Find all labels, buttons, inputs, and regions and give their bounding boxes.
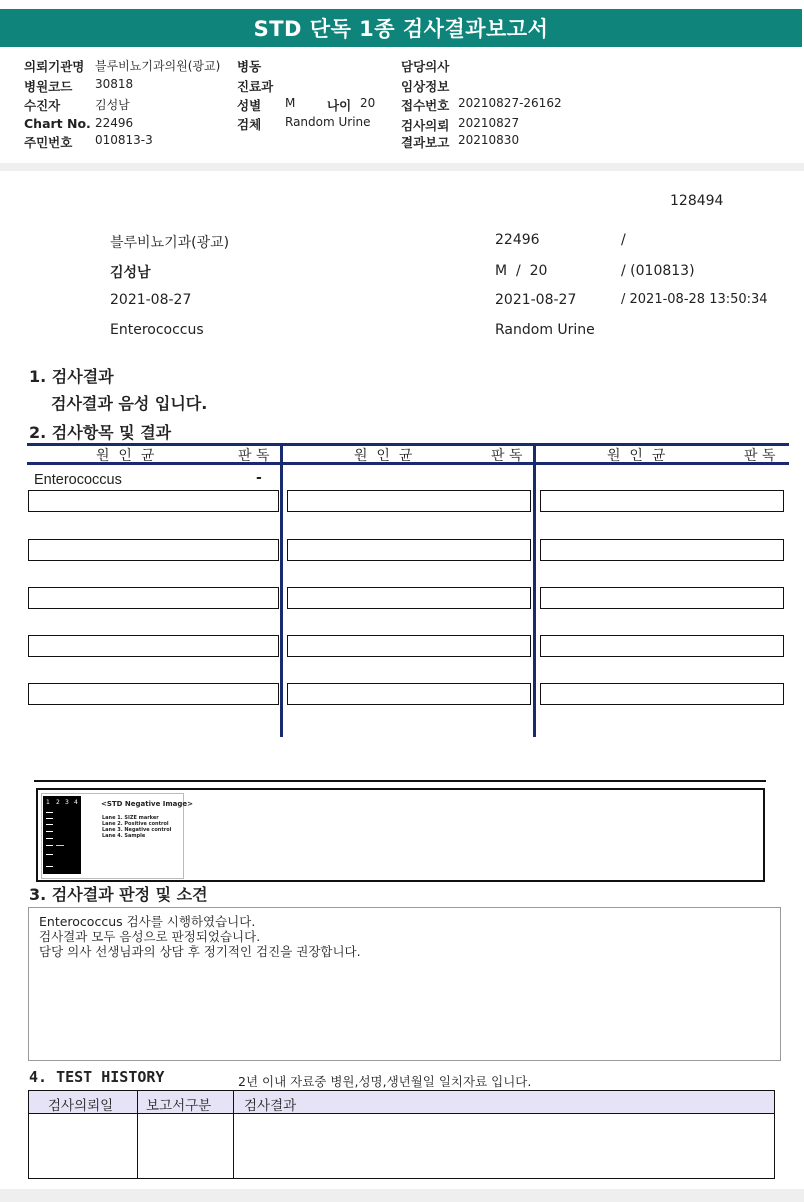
- report-number: 128494: [670, 193, 724, 209]
- result-box: [540, 539, 784, 561]
- summary-datetime: / 2021-08-28 13:50:34: [621, 292, 768, 307]
- institution-value: 블루비뇨기과의원(광교): [95, 59, 221, 73]
- sex-value: M: [285, 96, 296, 110]
- result-box: [28, 635, 279, 657]
- summary-date1: 2021-08-27: [110, 292, 192, 308]
- col-judgement-1: 판 독: [238, 448, 270, 464]
- result-box: [28, 490, 279, 512]
- marker-band: [46, 854, 53, 855]
- col-pathogen-2: 원 인 균: [354, 448, 413, 464]
- specimen-value: Random Urine: [285, 115, 371, 129]
- item-result: -: [256, 470, 262, 486]
- col-judgement-3: 판 독: [744, 448, 776, 464]
- result-box: [28, 683, 279, 705]
- gel-legend-lane2: Lane 2. Positive control: [102, 821, 169, 827]
- table-divider-2: [533, 443, 536, 737]
- marker-band: [46, 845, 53, 846]
- result-box: [287, 587, 531, 609]
- summary-sex-age: M / 20: [495, 263, 548, 279]
- section1-result: 검사결과 음성 입니다.: [51, 394, 208, 413]
- summary-dob: / (010813): [621, 263, 695, 279]
- opinion-line-2: 검사결과 모두 음성으로 판정되었습니다.: [39, 929, 261, 944]
- institution-label: 의뢰기관명: [24, 59, 85, 74]
- result-box: [540, 635, 784, 657]
- marker-band: [46, 831, 53, 832]
- result-box: [540, 683, 784, 705]
- section1-heading: 1. 검사결과: [29, 367, 114, 386]
- report-title: STD 단독 1종 검사결과보고서: [0, 9, 802, 47]
- opinion-line-1: Enterococcus 검사를 시행하였습니다.: [39, 914, 256, 929]
- patient-value: 김성남: [95, 98, 130, 112]
- gel-title: <STD Negative Image>: [101, 800, 194, 808]
- history-note: 2년 이내 자료중 병원,성명,생년월일 일치자료 입니다.: [238, 1074, 532, 1089]
- marker-band: [46, 812, 53, 813]
- history-col-result: 검사결과: [244, 1098, 297, 1114]
- clinical-info-label: 임상정보: [401, 79, 450, 94]
- col-pathogen-3: 원 인 균: [607, 448, 666, 464]
- history-col-report-type: 보고서구분: [146, 1098, 212, 1114]
- receipt-value: 20210827-26162: [458, 96, 562, 110]
- section4-heading: 4. TEST HISTORY: [29, 1068, 165, 1086]
- hospital-code-value: 30818: [95, 77, 134, 91]
- lane-3-label: 3: [65, 799, 69, 806]
- result-box: [287, 539, 531, 561]
- summary-chart: 22496: [495, 232, 540, 248]
- result-box: [287, 490, 531, 512]
- department-label: 진료과: [237, 79, 274, 94]
- lane-2-label: 2: [56, 799, 60, 806]
- gel-image: [43, 796, 81, 874]
- gel-legend-lane4: Lane 4. Sample: [102, 833, 146, 839]
- id-label: 주민번호: [24, 135, 73, 150]
- specimen-label: 검체: [237, 117, 262, 132]
- report-value: 20210830: [458, 133, 520, 147]
- opinion-line-3: 담당 의사 선생님과의 상담 후 정기적인 검진을 권장합니다.: [39, 944, 361, 959]
- gel-legend-lane1: Lane 1. SIZE marker: [102, 815, 159, 821]
- marker-band: [46, 838, 53, 839]
- result-box: [540, 587, 784, 609]
- chart-value: 22496: [95, 116, 134, 130]
- positive-control-band: [56, 845, 64, 846]
- sex-label: 성별: [237, 98, 262, 113]
- col-pathogen-1: 원 인 균: [96, 448, 155, 464]
- doctor-label: 담당의사: [401, 59, 450, 74]
- result-box: [540, 490, 784, 512]
- result-box: [287, 683, 531, 705]
- summary-name: 김성남: [110, 265, 151, 281]
- history-col-divider: [137, 1091, 138, 1178]
- result-box: [287, 635, 531, 657]
- summary-slash: /: [621, 232, 626, 248]
- result-box: [28, 539, 279, 561]
- history-header-row: [29, 1091, 774, 1114]
- col-judgement-2: 판 독: [491, 448, 523, 464]
- summary-clinic: 블루비뇨기과(광교): [110, 235, 230, 251]
- patient-label: 수진자: [24, 98, 61, 113]
- receipt-label: 접수번호: [401, 98, 450, 113]
- summary-specimen: Random Urine: [495, 322, 595, 338]
- ward-label: 병동: [237, 59, 262, 74]
- section3-heading: 3. 검사결과 판정 및 소견: [29, 885, 208, 904]
- age-value: 20: [360, 96, 376, 110]
- summary-test: Enterococcus: [110, 322, 204, 338]
- request-value: 20210827: [458, 116, 520, 130]
- section2-heading: 2. 검사항목 및 결과: [29, 423, 172, 442]
- request-label: 검사의뢰: [401, 118, 450, 133]
- marker-band: [46, 818, 53, 819]
- lane-4-label: 4: [74, 799, 78, 806]
- gel-top-rule: [34, 780, 766, 782]
- id-value: 010813-3: [95, 133, 153, 147]
- history-table: [28, 1090, 775, 1179]
- chart-label: Chart No.: [24, 116, 91, 131]
- opinion-box: [28, 907, 781, 1061]
- divider-band: [0, 163, 804, 171]
- result-box: [28, 587, 279, 609]
- lane-1-label: 1: [46, 799, 50, 806]
- age-label: 나이: [327, 98, 352, 113]
- footer-band: [0, 1189, 804, 1202]
- table-divider-1: [280, 443, 283, 737]
- hospital-code-label: 병원코드: [24, 79, 73, 94]
- report-label: 결과보고: [401, 135, 450, 150]
- item-name: Enterococcus: [34, 472, 122, 488]
- history-col-divider: [233, 1091, 234, 1178]
- marker-band: [46, 866, 53, 867]
- history-col-request-date: 검사의뢰일: [48, 1098, 114, 1114]
- marker-band: [46, 824, 53, 825]
- gel-legend-lane3: Lane 3. Negative control: [102, 827, 172, 833]
- summary-date2: 2021-08-27: [495, 292, 577, 308]
